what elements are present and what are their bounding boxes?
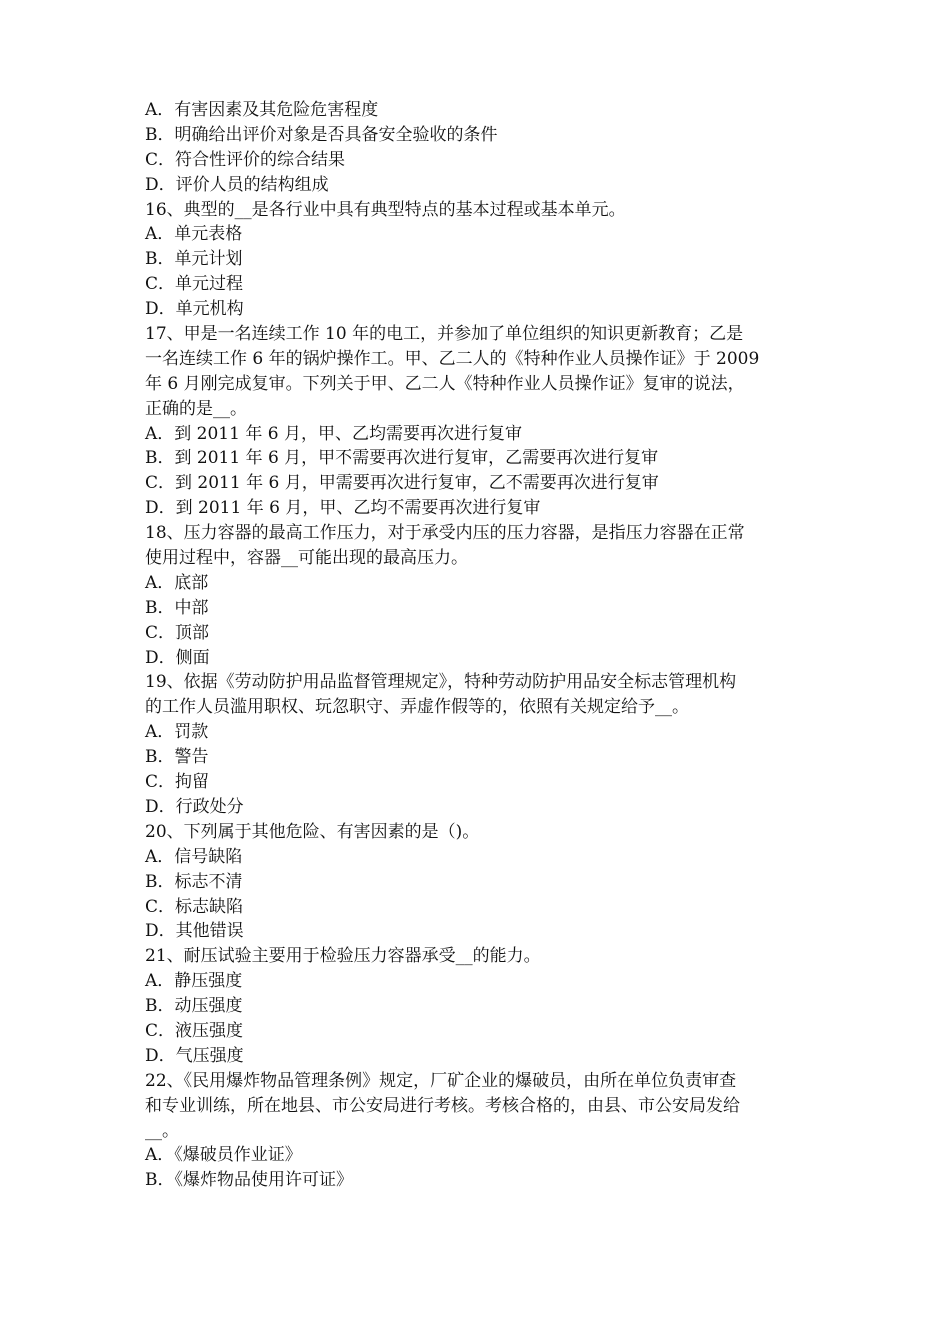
option-line: C．顶部 — [145, 622, 210, 643]
question-line: 19、依据《劳动防护用品监督管理规定》，特种劳动防护用品安全标志管理机构 — [145, 672, 737, 693]
option-line: D．到 2011 年 6 月，甲、乙均不需要再次进行复审 — [145, 498, 541, 519]
option-line: C．拘留 — [145, 772, 210, 793]
question-line: 一名连续工作 6 年的锅炉操作工。甲、乙二人的《特种作业人员操作证》于 2009 — [145, 348, 760, 369]
question-line: 和专业训练，所在地县、市公安局进行考核。考核合格的，由县、市公安局发给 — [145, 1095, 740, 1116]
option-line: B．动压强度 — [145, 996, 243, 1017]
question-line: 20、下列属于其他危险、有害因素的是（)。 — [145, 821, 480, 842]
question-line: 年 6 月刚完成复审。下列关于甲、乙二人《特种作业人员操作证》复审的说法， — [145, 373, 745, 394]
question-line: 的工作人员滥用职权、玩忽职守、弄虚作假等的，依照有关规定给予__。 — [145, 697, 689, 718]
question-line: 22、《民用爆炸物品管理条例》规定，厂矿企业的爆破员，由所在单位负责审查 — [145, 1070, 737, 1091]
option-line: C．到 2011 年 6 月，甲需要再次进行复审，乙不需要再次进行复审 — [145, 473, 659, 494]
option-line: D．侧面 — [145, 647, 210, 668]
question-line: 18、压力容器的最高工作压力，对于承受内压的压力容器，是指压力容器在正常 — [145, 523, 745, 544]
option-line: B．到 2011 年 6 月，甲不需要再次进行复审，乙需要再次进行复审 — [145, 448, 659, 469]
option-line: C．单元过程 — [145, 274, 244, 295]
document-body — [145, 98, 815, 1193]
option-line: C．符合性评价的综合结果 — [145, 149, 346, 170]
option-line: B．明确给出评价对象是否具备安全验收的条件 — [145, 124, 498, 145]
option-line: A．《爆破员作业证》 — [145, 1145, 302, 1166]
option-line: C．液压强度 — [145, 1020, 244, 1041]
question-line: __。 — [145, 1120, 179, 1141]
option-line: A．罚款 — [145, 722, 209, 743]
question-line: 21、耐压试验主要用于检验压力容器承受__的能力。 — [145, 946, 541, 967]
option-line: B．标志不清 — [145, 871, 243, 892]
option-line: A．信号缺陷 — [145, 846, 243, 867]
option-line: A．单元表格 — [145, 224, 243, 245]
option-line: D．单元机构 — [145, 299, 244, 320]
question-line: 16、典型的__是各行业中具有典型特点的基本过程或基本单元。 — [145, 199, 626, 220]
option-line: C．标志缺陷 — [145, 896, 244, 917]
option-line: A．静压强度 — [145, 971, 243, 992]
question-line: 17、甲是一名连续工作 10 年的电工，并参加了单位组织的知识更新教育；乙是 — [145, 324, 744, 345]
option-line: B．单元计划 — [145, 249, 243, 270]
option-line: A．底部 — [145, 572, 209, 593]
option-line: D．评价人员的结构组成 — [145, 174, 329, 195]
option-line: A．有害因素及其危险危害程度 — [145, 100, 379, 120]
option-line: D．其他错误 — [145, 921, 244, 942]
question-line: 正确的是__。 — [145, 398, 247, 419]
option-line: B．中部 — [145, 597, 209, 618]
option-line: B．《爆炸物品使用许可证》 — [145, 1170, 353, 1191]
question-line: 使用过程中，容器__可能出现的最高压力。 — [145, 548, 468, 569]
option-line: D．行政处分 — [145, 796, 244, 817]
option-line: D．气压强度 — [145, 1045, 244, 1066]
option-line: B．警告 — [145, 747, 209, 768]
option-line: A．到 2011 年 6 月，甲、乙均需要再次进行复审 — [145, 423, 522, 444]
